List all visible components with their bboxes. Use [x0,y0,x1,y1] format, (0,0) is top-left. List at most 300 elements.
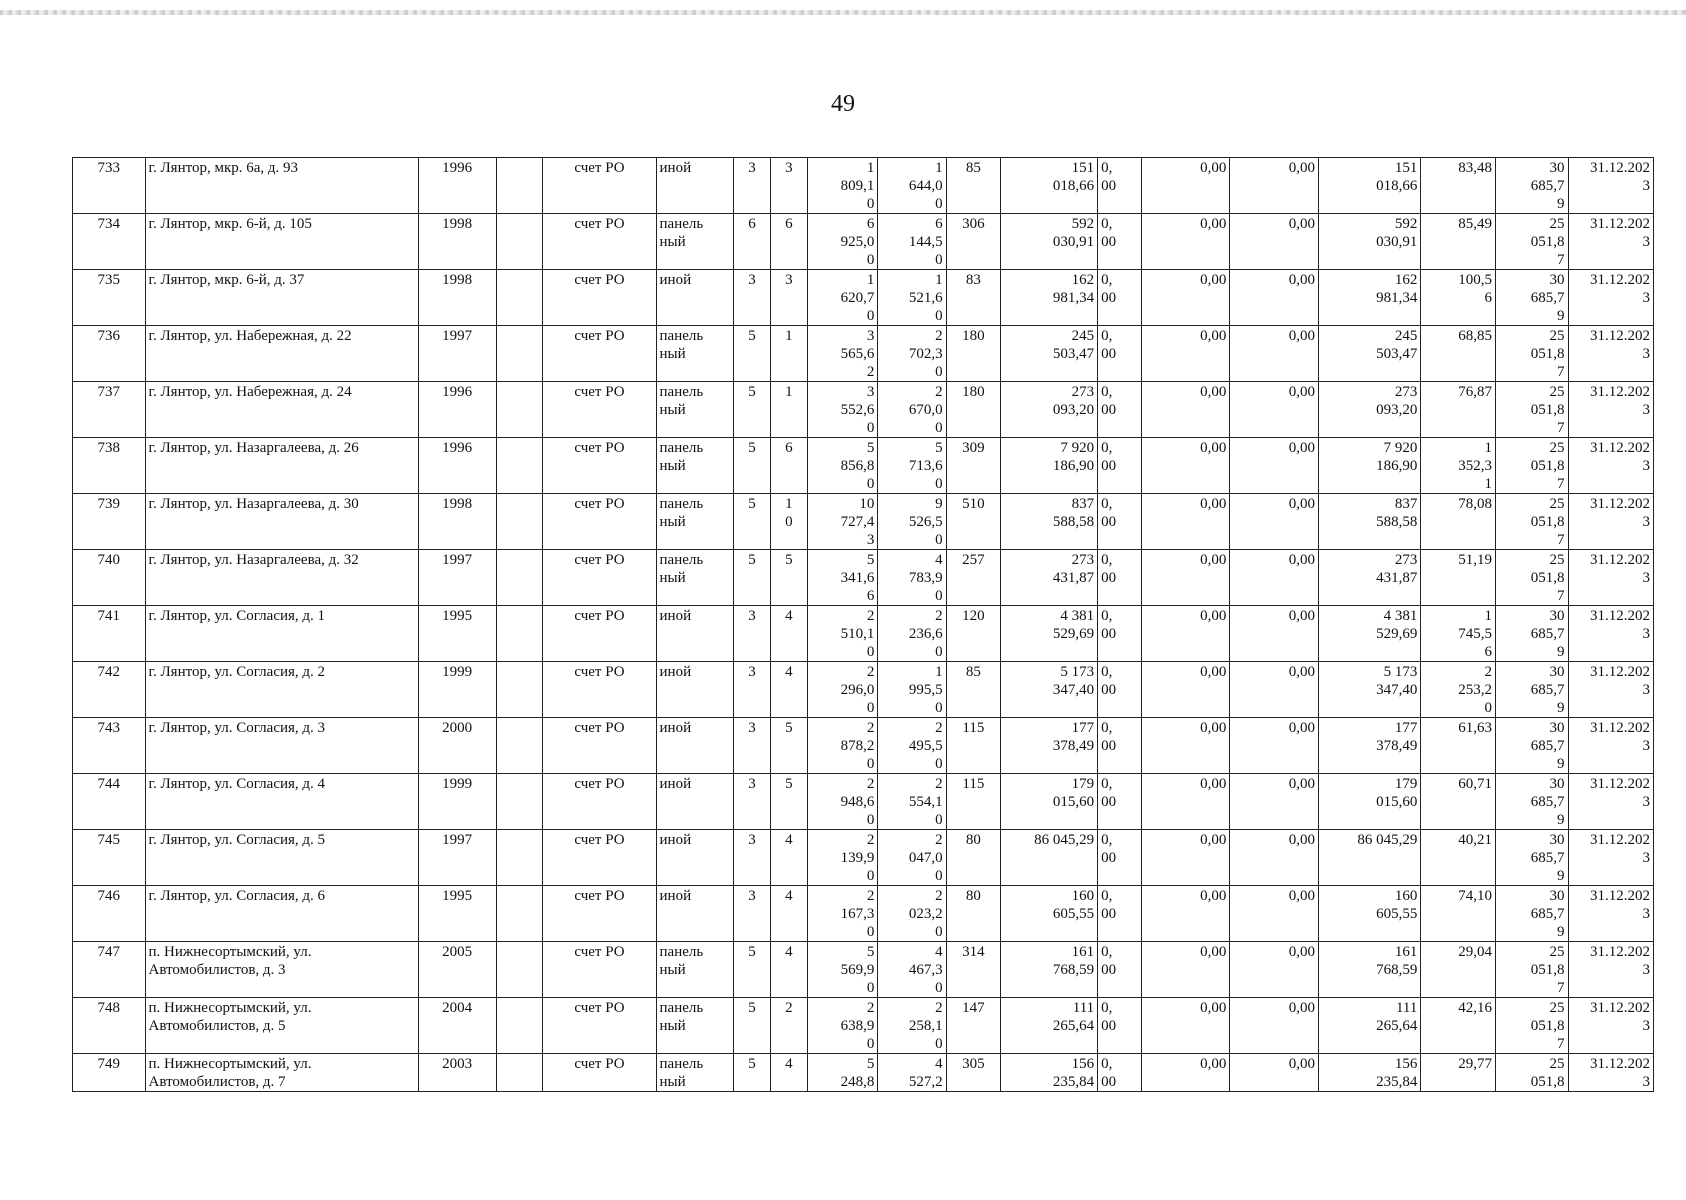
cell-total-area: 5 856,8 0 [807,438,877,494]
table-row [73,886,1654,942]
cell-living-area: 4 527,2 [878,1054,946,1092]
cell-completion-date: 31.12.202 3 [1568,382,1653,438]
cell-living-area: 2 670,0 0 [878,382,946,438]
cell-year-built: 1998 [418,214,496,270]
cell-federal-funds: 0, 00 [1098,158,1142,214]
cell-regional-funds: 0,00 [1141,214,1230,270]
cell-residents: 510 [946,494,1000,550]
cell-cost-per-sqm: 29,77 [1421,1054,1496,1092]
cell-row-number: 735 [73,270,146,326]
cell-wall-material: панель ный [656,550,734,606]
cell-completion-date: 31.12.202 3 [1568,158,1653,214]
cell-year-built: 1999 [418,774,496,830]
cell-fund-method: счет РО [543,662,656,718]
cell-federal-funds: 0, 00 [1098,270,1142,326]
cell-floors: 5 [734,550,770,606]
cell-year-built: 1996 [418,438,496,494]
cell-total-area: 3 565,6 2 [807,326,877,382]
cell-regional-funds: 0,00 [1141,662,1230,718]
cell-address: г. Лянтор, мкр. 6-й, д. 105 [145,214,418,270]
cell-federal-funds: 0, 00 [1098,942,1142,998]
cell-owner-funds: 4 381 529,69 [1318,606,1420,662]
cell-living-area: 5 713,6 0 [878,438,946,494]
cell-address: г. Лянтор, ул. Согласия, д. 2 [145,662,418,718]
cell-blank-cell [496,830,543,886]
cell-owner-funds: 151 018,66 [1318,158,1420,214]
cell-max-cost-per-sqm: 30 685,7 9 [1496,270,1569,326]
cell-cost-per-sqm: 1 352,3 1 [1421,438,1496,494]
cell-municipal-funds: 0,00 [1230,1054,1319,1092]
cell-completion-date: 31.12.202 3 [1568,998,1653,1054]
cell-total-cost: 273 093,20 [1001,382,1098,438]
cell-federal-funds: 0, 00 [1098,774,1142,830]
cell-max-cost-per-sqm: 25 051,8 7 [1496,494,1569,550]
cell-total-cost: 179 015,60 [1001,774,1098,830]
cell-federal-funds: 0, 00 [1098,886,1142,942]
cell-municipal-funds: 0,00 [1230,494,1319,550]
cell-max-cost-per-sqm: 30 685,7 9 [1496,606,1569,662]
cell-entrances: 5 [770,718,807,774]
cell-residents: 314 [946,942,1000,998]
cell-fund-method: счет РО [543,942,656,998]
cell-federal-funds: 0, 00 [1098,214,1142,270]
cell-year-built: 1997 [418,830,496,886]
cell-floors: 5 [734,998,770,1054]
cell-federal-funds: 0, 00 [1098,606,1142,662]
cell-owner-funds: 7 920 186,90 [1318,438,1420,494]
cell-blank-cell [496,606,543,662]
cell-cost-per-sqm: 68,85 [1421,326,1496,382]
cell-floors: 3 [734,270,770,326]
cell-owner-funds: 156 235,84 [1318,1054,1420,1092]
cell-total-cost: 837 588,58 [1001,494,1098,550]
cell-regional-funds: 0,00 [1141,998,1230,1054]
cell-floors: 5 [734,438,770,494]
cell-max-cost-per-sqm: 25 051,8 7 [1496,942,1569,998]
cell-floors: 3 [734,886,770,942]
cell-municipal-funds: 0,00 [1230,550,1319,606]
cell-wall-material: панель ный [656,942,734,998]
cell-address: г. Лянтор, ул. Набережная, д. 24 [145,382,418,438]
cell-living-area: 2 047,0 0 [878,830,946,886]
cell-municipal-funds: 0,00 [1230,662,1319,718]
cell-residents: 180 [946,326,1000,382]
cell-floors: 6 [734,214,770,270]
cell-row-number: 739 [73,494,146,550]
cell-fund-method: счет РО [543,382,656,438]
cell-living-area: 2 554,1 0 [878,774,946,830]
cell-municipal-funds: 0,00 [1230,382,1319,438]
cell-completion-date: 31.12.202 3 [1568,326,1653,382]
cell-completion-date: 31.12.202 3 [1568,550,1653,606]
cell-fund-method: счет РО [543,718,656,774]
cell-floors: 3 [734,662,770,718]
cell-address: п. Нижнесортымский, ул. Автомобилистов, д. 5 [145,998,418,1054]
cell-fund-method: счет РО [543,998,656,1054]
cell-wall-material: иной [656,158,734,214]
cell-wall-material: иной [656,662,734,718]
cell-regional-funds: 0,00 [1141,886,1230,942]
cell-floors: 3 [734,718,770,774]
cell-year-built: 1997 [418,550,496,606]
cell-residents: 309 [946,438,1000,494]
cell-total-cost: 245 503,47 [1001,326,1098,382]
cell-fund-method: счет РО [543,326,656,382]
cell-blank-cell [496,326,543,382]
cell-total-cost: 177 378,49 [1001,718,1098,774]
cell-total-area: 2 638,9 0 [807,998,877,1054]
cell-max-cost-per-sqm: 25 051,8 7 [1496,214,1569,270]
cell-row-number: 741 [73,606,146,662]
cell-blank-cell [496,158,543,214]
cell-cost-per-sqm: 51,19 [1421,550,1496,606]
cell-floors: 5 [734,942,770,998]
cell-total-area: 6 925,0 0 [807,214,877,270]
cell-municipal-funds: 0,00 [1230,326,1319,382]
cell-owner-funds: 179 015,60 [1318,774,1420,830]
cell-fund-method: счет РО [543,438,656,494]
cell-residents: 180 [946,382,1000,438]
cell-entrances: 2 [770,998,807,1054]
cell-total-cost: 111 265,64 [1001,998,1098,1054]
cell-municipal-funds: 0,00 [1230,718,1319,774]
cell-residents: 85 [946,662,1000,718]
cell-address: п. Нижнесортымский, ул. Автомобилистов, д. 7 [145,1054,418,1092]
cell-entrances: 6 [770,438,807,494]
cell-address: г. Лянтор, ул. Согласия, д. 6 [145,886,418,942]
cell-residents: 115 [946,718,1000,774]
cell-max-cost-per-sqm: 25 051,8 7 [1496,326,1569,382]
cell-completion-date: 31.12.202 3 [1568,438,1653,494]
cell-total-area: 5 569,9 0 [807,942,877,998]
cell-max-cost-per-sqm: 30 685,7 9 [1496,718,1569,774]
cell-municipal-funds: 0,00 [1230,886,1319,942]
cell-wall-material: панель ный [656,998,734,1054]
cell-max-cost-per-sqm: 25 051,8 [1496,1054,1569,1092]
cell-max-cost-per-sqm: 30 685,7 9 [1496,774,1569,830]
cell-regional-funds: 0,00 [1141,942,1230,998]
cell-wall-material: панель ный [656,326,734,382]
cell-blank-cell [496,998,543,1054]
cell-total-area: 2 167,3 0 [807,886,877,942]
table-row [73,382,1654,438]
cell-max-cost-per-sqm: 25 051,8 7 [1496,998,1569,1054]
cell-floors: 5 [734,1054,770,1092]
cell-max-cost-per-sqm: 30 685,7 9 [1496,830,1569,886]
cell-residents: 147 [946,998,1000,1054]
cell-wall-material: иной [656,606,734,662]
cell-cost-per-sqm: 2 253,2 0 [1421,662,1496,718]
cell-owner-funds: 161 768,59 [1318,942,1420,998]
cell-fund-method: счет РО [543,886,656,942]
cell-residents: 115 [946,774,1000,830]
cell-cost-per-sqm: 60,71 [1421,774,1496,830]
cell-blank-cell [496,1054,543,1092]
cell-cost-per-sqm: 40,21 [1421,830,1496,886]
cell-max-cost-per-sqm: 30 685,7 9 [1496,662,1569,718]
cell-residents: 83 [946,270,1000,326]
cell-residents: 80 [946,830,1000,886]
cell-total-area: 3 552,6 0 [807,382,877,438]
cell-regional-funds: 0,00 [1141,774,1230,830]
cell-federal-funds: 0, 00 [1098,326,1142,382]
cell-municipal-funds: 0,00 [1230,270,1319,326]
cell-completion-date: 31.12.202 3 [1568,718,1653,774]
cell-residents: 85 [946,158,1000,214]
table-row [73,1054,1654,1092]
cell-total-area: 5 341,6 6 [807,550,877,606]
table-row [73,942,1654,998]
cell-municipal-funds: 0,00 [1230,214,1319,270]
cell-address: г. Лянтор, мкр. 6-й, д. 37 [145,270,418,326]
table-row [73,662,1654,718]
cell-entrances: 3 [770,270,807,326]
cell-blank-cell [496,942,543,998]
cell-max-cost-per-sqm: 25 051,8 7 [1496,438,1569,494]
cell-cost-per-sqm: 78,08 [1421,494,1496,550]
cell-fund-method: счет РО [543,214,656,270]
cell-federal-funds: 0, 00 [1098,382,1142,438]
cell-municipal-funds: 0,00 [1230,606,1319,662]
table-row [73,158,1654,214]
cell-residents: 120 [946,606,1000,662]
cell-wall-material: панель ный [656,1054,734,1092]
cell-year-built: 1996 [418,158,496,214]
cell-owner-funds: 273 431,87 [1318,550,1420,606]
cell-row-number: 740 [73,550,146,606]
cell-entrances: 4 [770,886,807,942]
cell-owner-funds: 245 503,47 [1318,326,1420,382]
cell-entrances: 6 [770,214,807,270]
cell-row-number: 736 [73,326,146,382]
cell-address: г. Лянтор, ул. Назаргалеева, д. 30 [145,494,418,550]
cell-federal-funds: 0, 00 [1098,718,1142,774]
scan-edge [0,10,1686,15]
cell-row-number: 738 [73,438,146,494]
cell-blank-cell [496,550,543,606]
cell-address: г. Лянтор, ул. Согласия, д. 3 [145,718,418,774]
cell-row-number: 743 [73,718,146,774]
cell-total-cost: 4 381 529,69 [1001,606,1098,662]
cell-floors: 3 [734,606,770,662]
table-row [73,774,1654,830]
cell-municipal-funds: 0,00 [1230,774,1319,830]
cell-living-area: 1 644,0 0 [878,158,946,214]
cell-year-built: 1999 [418,662,496,718]
cell-total-cost: 7 920 186,90 [1001,438,1098,494]
cell-wall-material: панель ный [656,438,734,494]
cell-regional-funds: 0,00 [1141,326,1230,382]
cell-regional-funds: 0,00 [1141,438,1230,494]
cell-max-cost-per-sqm: 30 685,7 9 [1496,886,1569,942]
cell-living-area: 2 258,1 0 [878,998,946,1054]
cell-entrances: 3 [770,158,807,214]
cell-total-cost: 161 768,59 [1001,942,1098,998]
cell-completion-date: 31.12.202 3 [1568,662,1653,718]
cell-total-cost: 162 981,34 [1001,270,1098,326]
cell-entrances: 4 [770,830,807,886]
cell-row-number: 744 [73,774,146,830]
cell-year-built: 2005 [418,942,496,998]
cell-wall-material: иной [656,774,734,830]
cell-regional-funds: 0,00 [1141,270,1230,326]
cell-municipal-funds: 0,00 [1230,830,1319,886]
cell-cost-per-sqm: 76,87 [1421,382,1496,438]
cell-municipal-funds: 0,00 [1230,998,1319,1054]
cell-address: г. Лянтор, ул. Согласия, д. 5 [145,830,418,886]
cell-year-built: 1997 [418,326,496,382]
cell-municipal-funds: 0,00 [1230,942,1319,998]
cell-living-area: 9 526,5 0 [878,494,946,550]
cell-owner-funds: 592 030,91 [1318,214,1420,270]
cell-fund-method: счет РО [543,270,656,326]
cell-regional-funds: 0,00 [1141,830,1230,886]
cell-floors: 5 [734,494,770,550]
cell-federal-funds: 0, 00 [1098,998,1142,1054]
cell-federal-funds: 0, 00 [1098,438,1142,494]
cell-residents: 80 [946,886,1000,942]
cell-floors: 3 [734,158,770,214]
table-row [73,494,1654,550]
register-table [72,157,1654,1092]
cell-entrances: 1 [770,326,807,382]
cell-row-number: 749 [73,1054,146,1092]
cell-address: г. Лянтор, ул. Назаргалеева, д. 32 [145,550,418,606]
cell-owner-funds: 177 378,49 [1318,718,1420,774]
cell-living-area: 4 783,9 0 [878,550,946,606]
cell-total-cost: 160 605,55 [1001,886,1098,942]
cell-total-cost: 86 045,29 [1001,830,1098,886]
cell-living-area: 6 144,5 0 [878,214,946,270]
cell-regional-funds: 0,00 [1141,1054,1230,1092]
cell-year-built: 1998 [418,494,496,550]
cell-regional-funds: 0,00 [1141,382,1230,438]
cell-cost-per-sqm: 85,49 [1421,214,1496,270]
cell-year-built: 1995 [418,606,496,662]
cell-owner-funds: 162 981,34 [1318,270,1420,326]
cell-regional-funds: 0,00 [1141,494,1230,550]
cell-address: г. Лянтор, ул. Согласия, д. 1 [145,606,418,662]
cell-wall-material: иной [656,718,734,774]
cell-year-built: 2003 [418,1054,496,1092]
cell-completion-date: 31.12.202 3 [1568,214,1653,270]
cell-total-cost: 151 018,66 [1001,158,1098,214]
cell-living-area: 2 702,3 0 [878,326,946,382]
cell-residents: 306 [946,214,1000,270]
cell-year-built: 2004 [418,998,496,1054]
cell-address: г. Лянтор, ул. Согласия, д. 4 [145,774,418,830]
cell-fund-method: счет РО [543,494,656,550]
cell-completion-date: 31.12.202 3 [1568,830,1653,886]
cell-total-area: 1 620,7 0 [807,270,877,326]
cell-year-built: 2000 [418,718,496,774]
table-row [73,326,1654,382]
cell-total-area: 2 510,1 0 [807,606,877,662]
cell-federal-funds: 0, 00 [1098,1054,1142,1092]
cell-year-built: 1996 [418,382,496,438]
table-row [73,270,1654,326]
cell-max-cost-per-sqm: 25 051,8 7 [1496,550,1569,606]
cell-regional-funds: 0,00 [1141,606,1230,662]
cell-fund-method: счет РО [543,830,656,886]
cell-owner-funds: 86 045,29 [1318,830,1420,886]
cell-row-number: 742 [73,662,146,718]
cell-blank-cell [496,214,543,270]
cell-cost-per-sqm: 61,63 [1421,718,1496,774]
cell-regional-funds: 0,00 [1141,550,1230,606]
table-row [73,718,1654,774]
cell-wall-material: иной [656,270,734,326]
table-row [73,830,1654,886]
cell-cost-per-sqm: 74,10 [1421,886,1496,942]
register-table-body [73,158,1654,1092]
cell-cost-per-sqm: 1 745,5 6 [1421,606,1496,662]
cell-cost-per-sqm: 29,04 [1421,942,1496,998]
cell-completion-date: 31.12.202 3 [1568,606,1653,662]
cell-municipal-funds: 0,00 [1230,438,1319,494]
cell-blank-cell [496,718,543,774]
cell-total-area: 2 139,9 0 [807,830,877,886]
cell-federal-funds: 0, 00 [1098,662,1142,718]
cell-address: п. Нижнесортымский, ул. Автомобилистов, д. 3 [145,942,418,998]
cell-blank-cell [496,438,543,494]
cell-total-cost: 273 431,87 [1001,550,1098,606]
cell-completion-date: 31.12.202 3 [1568,774,1653,830]
cell-row-number: 746 [73,886,146,942]
cell-blank-cell [496,270,543,326]
cell-row-number: 737 [73,382,146,438]
cell-wall-material: панель ный [656,382,734,438]
cell-floors: 5 [734,326,770,382]
cell-row-number: 748 [73,998,146,1054]
cell-completion-date: 31.12.202 3 [1568,494,1653,550]
cell-total-area: 1 809,1 0 [807,158,877,214]
cell-floors: 3 [734,774,770,830]
cell-blank-cell [496,886,543,942]
cell-row-number: 745 [73,830,146,886]
cell-blank-cell [496,774,543,830]
cell-total-cost: 592 030,91 [1001,214,1098,270]
cell-total-cost: 5 173 347,40 [1001,662,1098,718]
cell-entrances: 4 [770,606,807,662]
cell-wall-material: иной [656,830,734,886]
cell-completion-date: 31.12.202 3 [1568,886,1653,942]
cell-total-area: 10 727,4 3 [807,494,877,550]
cell-owner-funds: 273 093,20 [1318,382,1420,438]
table-row [73,214,1654,270]
cell-municipal-funds: 0,00 [1230,158,1319,214]
cell-owner-funds: 111 265,64 [1318,998,1420,1054]
table-row [73,550,1654,606]
cell-wall-material: панель ный [656,214,734,270]
cell-living-area: 1 521,6 0 [878,270,946,326]
cell-living-area: 2 495,5 0 [878,718,946,774]
cell-entrances: 5 [770,774,807,830]
cell-owner-funds: 160 605,55 [1318,886,1420,942]
cell-residents: 305 [946,1054,1000,1092]
cell-completion-date: 31.12.202 3 [1568,1054,1653,1092]
cell-completion-date: 31.12.202 3 [1568,942,1653,998]
cell-entrances: 4 [770,662,807,718]
cell-total-area: 2 948,6 0 [807,774,877,830]
cell-total-area: 2 296,0 0 [807,662,877,718]
cell-fund-method: счет РО [543,606,656,662]
cell-cost-per-sqm: 100,5 6 [1421,270,1496,326]
cell-fund-method: счет РО [543,158,656,214]
cell-living-area: 4 467,3 0 [878,942,946,998]
cell-row-number: 733 [73,158,146,214]
cell-cost-per-sqm: 42,16 [1421,998,1496,1054]
